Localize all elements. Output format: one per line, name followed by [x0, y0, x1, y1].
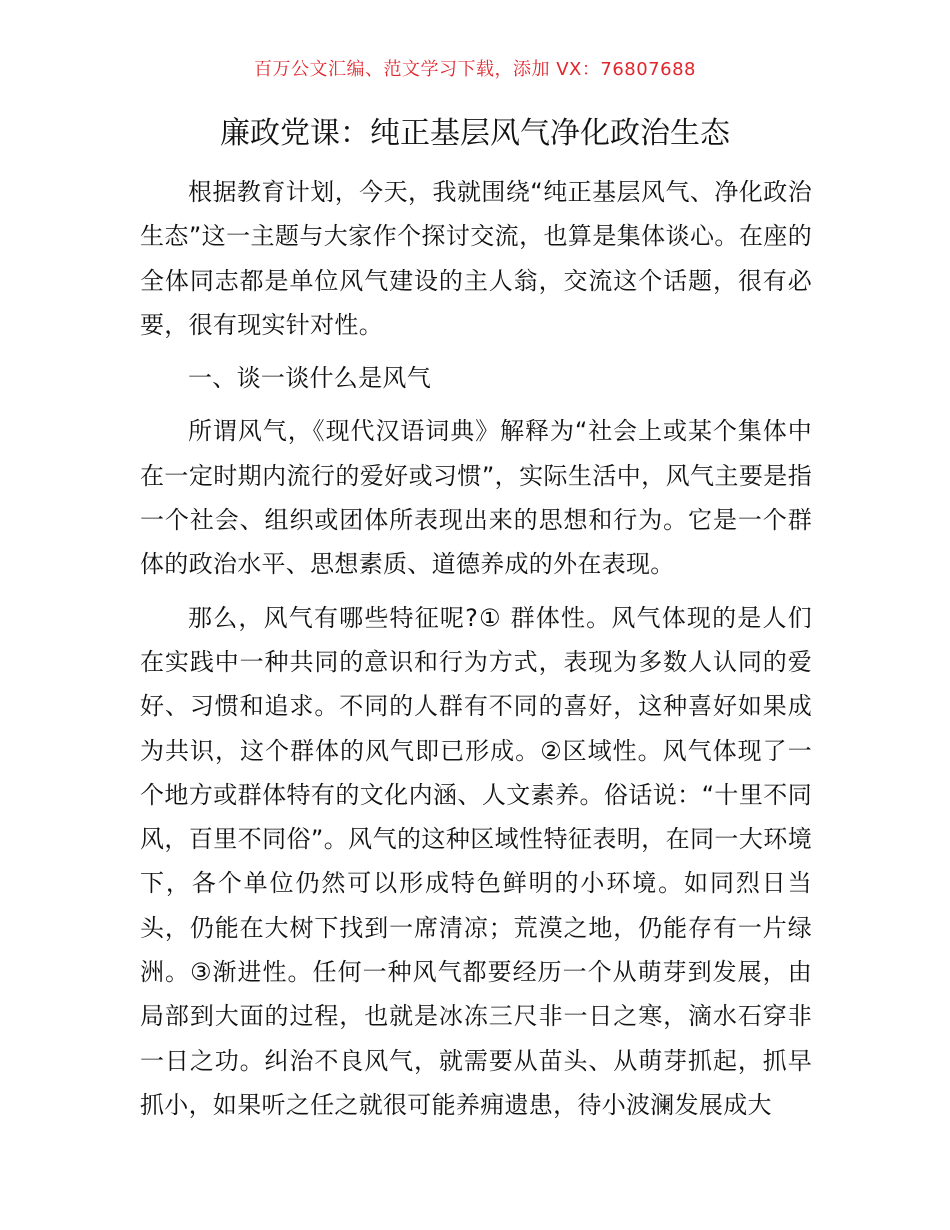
paragraph-characteristics: 那么，风气有哪些特征呢?① 群体性。风气体现的是人们在实践中一种共同的意识和行为方式，表现为多数人认同的爱好、习惯和追求。不同的人群有不同的喜好，这种喜好如果成为共识，这个群体的风气即已形成。②区域性。风气体现了一个地方或群体特有的文化内涵、人文素养。俗话说：“十里不同风，百里不同俗”。风气的这种区域性特征表明，在同一大环境下，各个单位仍然可以形成特色鲜明的小环境。如同烈日当头，仍能在大树下找到一席清凉；荒漠之地，仍能存有一片绿洲。③渐进性。任何一种风气都要经历一个从萌芽到发展，由局部到大面的过程，也就是冰冻三尺非一日之寒，滴水石穿非一日之功。纠治不良风气，就需要从苗头、从萌芽抓起，抓早抓小，如果听之任之就很可能养痈遗患，待小波澜发展成大 — [140, 603, 812, 1119]
section-heading-1: 一、谈一谈什么是风气 — [188, 364, 431, 393]
paragraph-definition: 所谓风气，《现代汉语词典》解释为“社会上或某个集体中在一定时期内流行的爱好或习惯”，实际生活中，风气主要是指一个社会、组织或团体所表现出来的思想和行为。它是一个群体的政治水平、思想素质、道德养成的外在表现。 — [140, 417, 812, 579]
header-watermark-note: 百万公文汇编、范文学习下载，添加 VX：76807688 — [254, 59, 696, 80]
document-body — [140, 170, 812, 1136]
page-title: 廉政党课：纯正基层风气净化政治生态 — [220, 116, 730, 151]
paragraph-intro: 根据教育计划，今天，我就围绕“纯正基层风气、净化政治生态”这一主题与大家作个探讨交流，也算是集体谈心。在座的全体同志都是单位风气建设的主人翁，交流这个话题，很有必要，很有现实针对性。 — [140, 178, 812, 339]
